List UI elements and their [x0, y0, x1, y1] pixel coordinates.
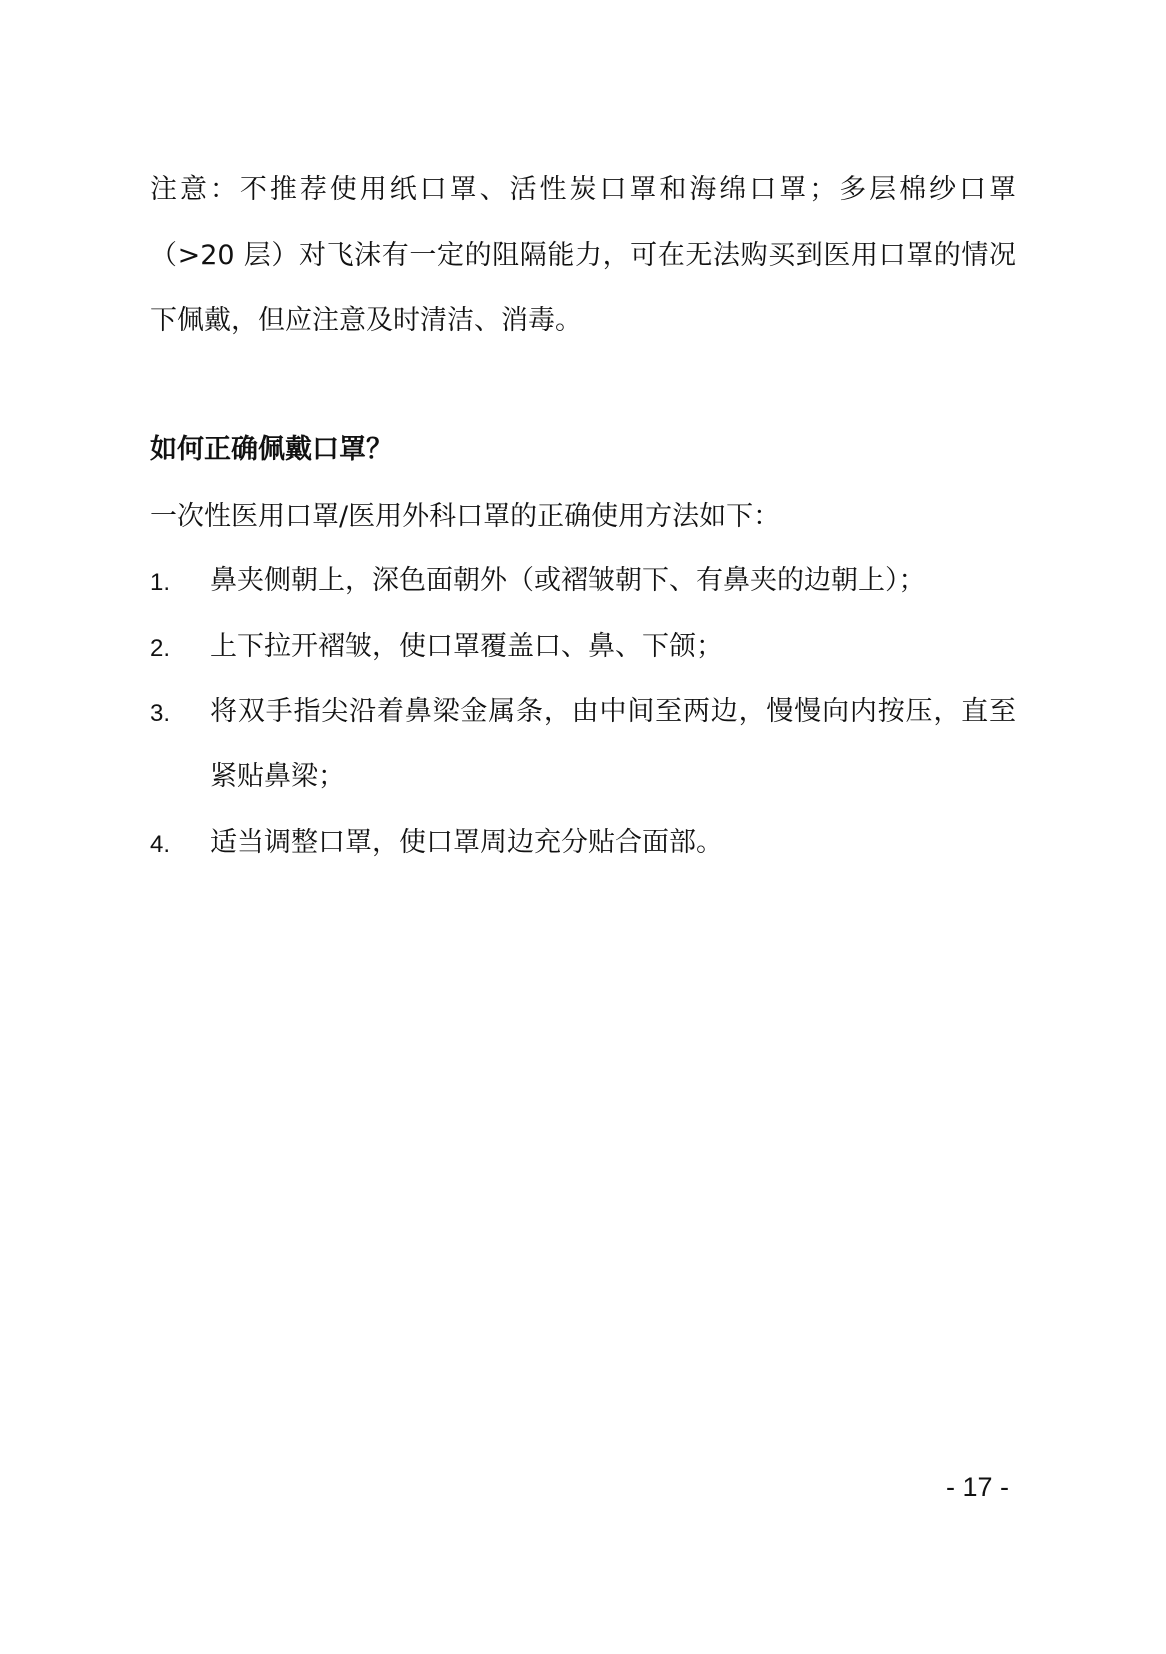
step-text-2: 上下拉开褶皱，使口罩覆盖口、鼻、下颌；: [210, 631, 723, 662]
step-number-1: 1.: [150, 569, 171, 596]
page-number: - 17 -: [946, 1472, 1010, 1502]
step-text-1: 鼻夹侧朝上，深色面朝外（或褶皱朝下、有鼻夹的边朝上）；: [210, 565, 926, 596]
section-intro: 一次性医用口罩/医用外科口罩的正确使用方法如下：: [150, 501, 781, 532]
note-paragraph-line-1: 注意：不推荐使用纸口罩、活性炭口罩和海绵口罩；多层棉纱口罩: [150, 174, 1016, 205]
section-heading: 如何正确佩戴口罩？: [150, 434, 393, 465]
step-number-4: 4.: [150, 831, 171, 858]
note-paragraph-line-3: 下佩戴，但应注意及时清洁、消毒。: [150, 305, 582, 336]
step-text-4: 适当调整口罩，使口罩周边充分贴合面部。: [210, 827, 723, 858]
note-paragraph-line-2: （>20 层）对飞沫有一定的阻隔能力，可在无法购买到医用口罩的情况: [150, 240, 1016, 271]
step-number-2: 2.: [150, 635, 171, 662]
step-number-3: 3.: [150, 700, 171, 727]
step-text-3: 将双手指尖沿着鼻梁金属条，由中间至两边，慢慢向内按压，直至: [210, 696, 1016, 727]
step-text-3-continuation: 紧贴鼻梁；: [210, 761, 345, 792]
